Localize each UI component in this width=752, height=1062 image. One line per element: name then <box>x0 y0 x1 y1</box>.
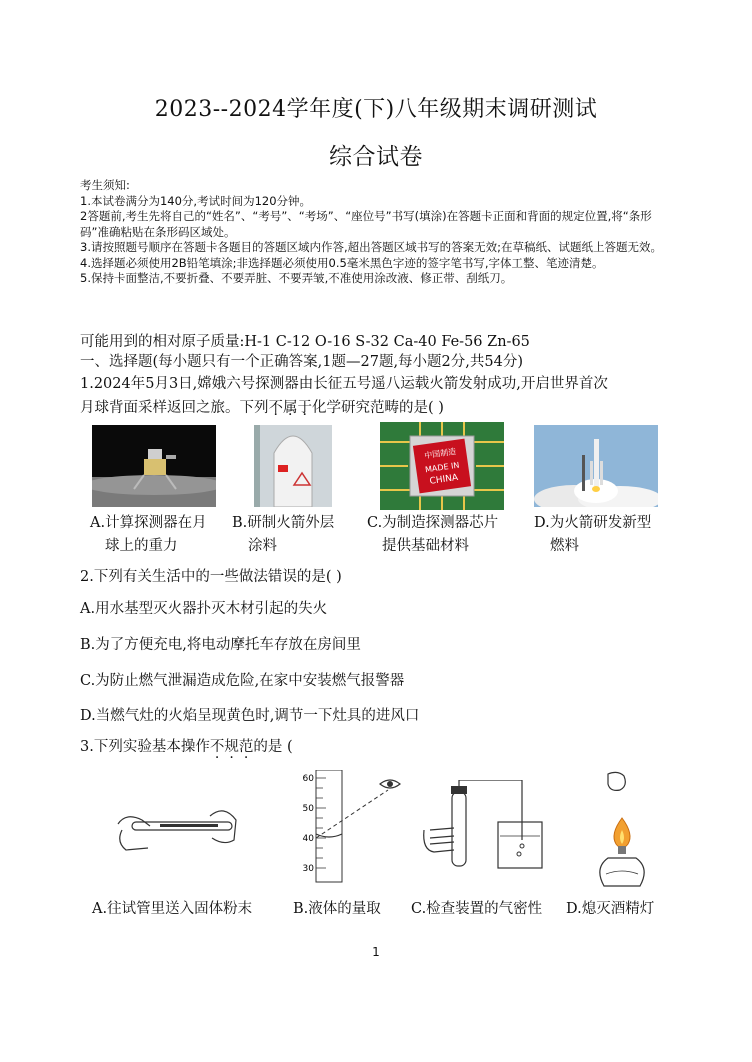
rocket-fairing-image <box>254 425 332 507</box>
emphasis-char: 于 <box>297 400 312 416</box>
question-1-stem-line2: 月球背面采样返回之旅。下列不属于化学研究范畴的是( ) <box>80 400 444 416</box>
notice-item: 5.保持卡面整洁,不要折叠、不要弄脏、不要弄皱,不准使用涂改液、修正带、刮纸刀。 <box>80 271 513 285</box>
question-3-stem: 3.下列实验基本操作不规范的是 ( <box>80 739 293 755</box>
emphasis-char: 不 <box>268 400 283 416</box>
atomic-masses: 可能用到的相对原子质量:H-1 C-12 O-16 S-32 Ca-40 Fe-56 Zn-65 <box>80 334 530 350</box>
emphasis-char: 属 <box>283 400 298 416</box>
notice-item: 4.选择题必须使用2B铅笔填涂;非选择题必须使用0.5毫米黑色字迹的签字笔书写,字体工整、笔迹清楚。 <box>80 255 604 270</box>
question-1-stem-line1: 1.2024年5月3日,嫦娥六号探测器由长征五号遥八运载火箭发射成功,开启世界首次 <box>80 376 608 392</box>
notice-heading: 考生须知: <box>80 178 130 192</box>
alcohol-lamp-image <box>590 770 654 888</box>
rocket-launch-image <box>534 425 658 507</box>
cylinder-tick: 60 <box>302 774 314 784</box>
question-1-option-b[interactable]: B.研制火箭外层 涂料 <box>232 515 335 554</box>
candidate-notice <box>80 178 680 287</box>
question-2-option-a[interactable]: A.用水基型灭火器扑灭木材引起的失火 <box>80 601 328 617</box>
notice-item: 3.请按照题号顺序在答题卡各题目的答题区域内作答,超出答题区域书写的答案无效;在草稿纸、试题纸上答题无效。 <box>80 240 662 254</box>
graduated-cylinder-image <box>296 770 406 885</box>
question-3-option-b[interactable]: B.液体的量取 <box>293 901 381 917</box>
lunar-lander-image <box>92 425 216 507</box>
cylinder-tick: 30 <box>302 864 314 874</box>
chip-image <box>380 422 504 510</box>
question-2-option-d[interactable]: D.当燃气灶的火焰呈现黄色时,调节一下灶具的进风口 <box>80 708 420 724</box>
exam-title: 2023--2024学年度(下)八年级期末调研测试 <box>154 97 598 122</box>
chip-label: 中国制造 <box>423 446 457 461</box>
question-2-option-c[interactable]: C.为防止燃气泄漏造成危险,在家中安装燃气报警器 <box>80 673 405 689</box>
exam-subtitle: 综合试卷 <box>329 144 423 170</box>
test-tube-powder-image <box>112 790 242 860</box>
emphasis-char: 不 <box>209 739 225 755</box>
question-1-option-a[interactable]: A.计算探测器在月 球上的重力 <box>90 515 207 554</box>
notice-item: 1.本试卷满分为140分,考试时间为120分钟。 <box>80 193 312 208</box>
question-1-option-c[interactable]: C.为制造探测器芯片 提供基础材料 <box>367 515 499 554</box>
question-1-option-d[interactable]: D.为火箭研发新型 燃料 <box>534 515 652 554</box>
question-3-option-a[interactable]: A.往试管里送入固体粉末 <box>92 901 253 917</box>
chip-label: MADE IN <box>424 460 460 475</box>
question-3-option-c[interactable]: C.检查装置的气密性 <box>411 901 543 917</box>
page-number: 1 <box>372 945 380 959</box>
notice-item: 2答题前,考生先将自己的“姓名”、“考号”、“考场”、“座位号”书写(填涂)在答题卡正面和背面的规定位置,将“条形码”准确粘贴在条形码区域处。 <box>80 209 652 239</box>
question-3-option-d[interactable]: D.熄灭酒精灯 <box>566 901 655 917</box>
question-2-option-b[interactable]: B.为了方便充电,将电动摩托车存放在房间里 <box>80 637 361 653</box>
emphasis-char: 规 <box>224 739 239 755</box>
question-1 <box>80 372 680 420</box>
question-2-stem: 2.下列有关生活中的一些做法错误的是( ) <box>80 569 342 585</box>
airtightness-check-image <box>420 780 550 880</box>
chip-label: CHINA <box>429 472 459 487</box>
emphasis-char: 范 <box>238 739 254 755</box>
cylinder-tick: 40 <box>302 834 314 844</box>
section-heading: 一、选择题(每小题只有一个正确答案,1题—27题,每小题2分,共54分) <box>80 354 523 370</box>
cylinder-tick: 50 <box>302 804 314 814</box>
